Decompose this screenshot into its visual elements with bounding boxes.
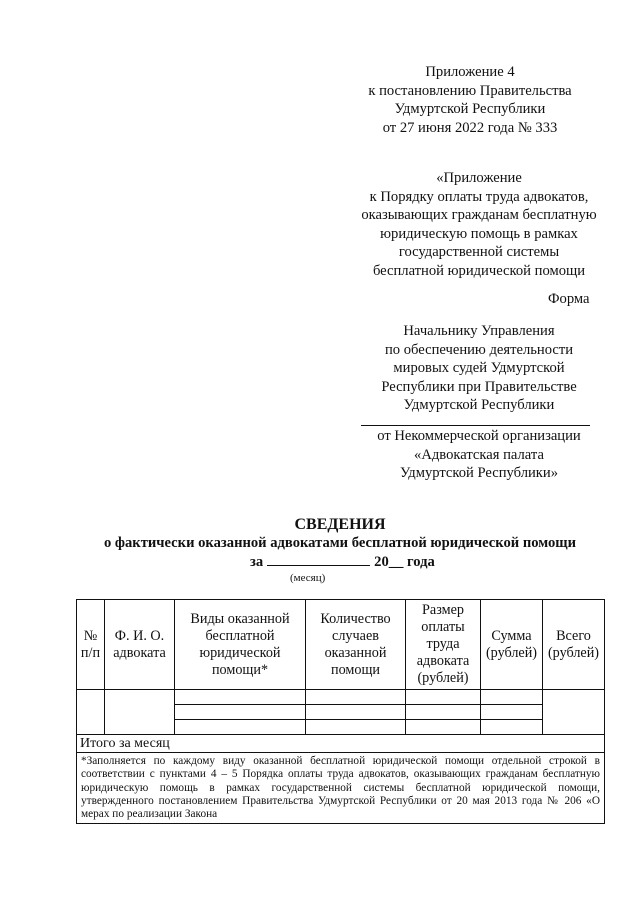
sender-line: от Некоммерческой организации: [377, 428, 581, 444]
total-row: [77, 735, 605, 753]
header-cell: Количество случаев оказанной помощи: [306, 600, 406, 690]
table-cell: [105, 690, 175, 735]
addressee-block: [348, 322, 610, 415]
header-cell: Ф. И. О. адвоката: [105, 600, 175, 690]
header-cell: Всего (рублей): [543, 600, 605, 690]
table-row: [77, 690, 605, 705]
period-suffix: 20__ года: [374, 554, 435, 570]
table-cell: [406, 705, 481, 720]
sender-line: «Адвокатская палата: [414, 446, 544, 463]
table-cell: [306, 690, 406, 705]
annex-line: государственной системы: [398, 244, 560, 260]
addressee-line: по обеспечению деятельности: [384, 341, 574, 358]
form-label: Форма: [548, 291, 590, 307]
table-cell: [481, 705, 543, 720]
footnote-row: [77, 753, 605, 824]
appendix-line: от 27 июня 2022 года № 333: [382, 119, 558, 136]
total-label: Итого за месяц: [77, 735, 605, 753]
header-cell: Размер оплаты труда адвоката (рублей): [406, 600, 481, 690]
document-title: [40, 515, 640, 552]
addressee-line: мировых судей Удмуртской: [393, 360, 565, 376]
title-heading: СВЕДЕНИЯ: [294, 516, 386, 533]
table-cell: [175, 720, 306, 735]
annex-line: «Приложение: [436, 170, 522, 186]
header-cell: Виды оказанной бесплатной юридической помощи*: [175, 600, 306, 690]
annex-reference: [348, 169, 610, 280]
footnote-text: *Заполняется по каждому виду оказанной бесплатной юридической помощи отдельной строкой в соответствии с пунктами 4 – 5 Порядка оплаты труда адвокатов, оказывающих гражданам бесплатную юридическую помощь в рамках государственной системы бесплатной юридической помощи, утвержденного постановлением Правительства Удмуртской Республики от 20 мая 2013 года № 206 «О мерах по реализации Закона: [77, 753, 605, 824]
table-cell: [306, 720, 406, 735]
month-note: (месяц): [290, 572, 326, 584]
appendix-line: Приложение 4: [425, 64, 515, 80]
sender-block: [348, 427, 610, 483]
table-header-row: [77, 600, 605, 690]
title-subheading: о фактически оказанной адвокатами бесплатной юридической помощи: [103, 535, 577, 551]
annex-line: оказывающих гражданам бесплатную: [361, 207, 597, 223]
annex-line: к Порядку оплаты труда адвокатов,: [369, 188, 589, 205]
month-blank-field: [267, 553, 370, 566]
table-cell: [481, 720, 543, 735]
appendix-line: к постановлению Правительства: [368, 82, 572, 99]
table-cell: [406, 720, 481, 735]
table-cell: [175, 705, 306, 720]
appendix-line: Удмуртской Республики: [394, 101, 546, 117]
period-prefix: за: [250, 554, 264, 570]
addressee-line: Республики при Правительстве: [381, 378, 577, 395]
annex-line: юридическую помощь в рамках: [380, 225, 578, 242]
table-cell: [406, 690, 481, 705]
addressee-name-line: [361, 425, 590, 426]
header-cell: Сумма (рублей): [481, 600, 543, 690]
addressee-line: Начальнику Управления: [403, 323, 555, 339]
header-cell: № п/п: [77, 600, 105, 690]
addressee-line: Удмуртской Республики: [403, 397, 555, 413]
appendix-reference: [345, 63, 595, 137]
sender-line: Удмуртской Республики»: [400, 465, 558, 481]
table-cell: [543, 690, 605, 735]
report-period: [250, 553, 435, 571]
report-table: [76, 599, 605, 824]
table-cell: [77, 690, 105, 735]
table-cell: [481, 690, 543, 705]
table-cell: [306, 705, 406, 720]
annex-line: бесплатной юридической помощи: [372, 262, 586, 279]
table-cell: [175, 690, 306, 705]
